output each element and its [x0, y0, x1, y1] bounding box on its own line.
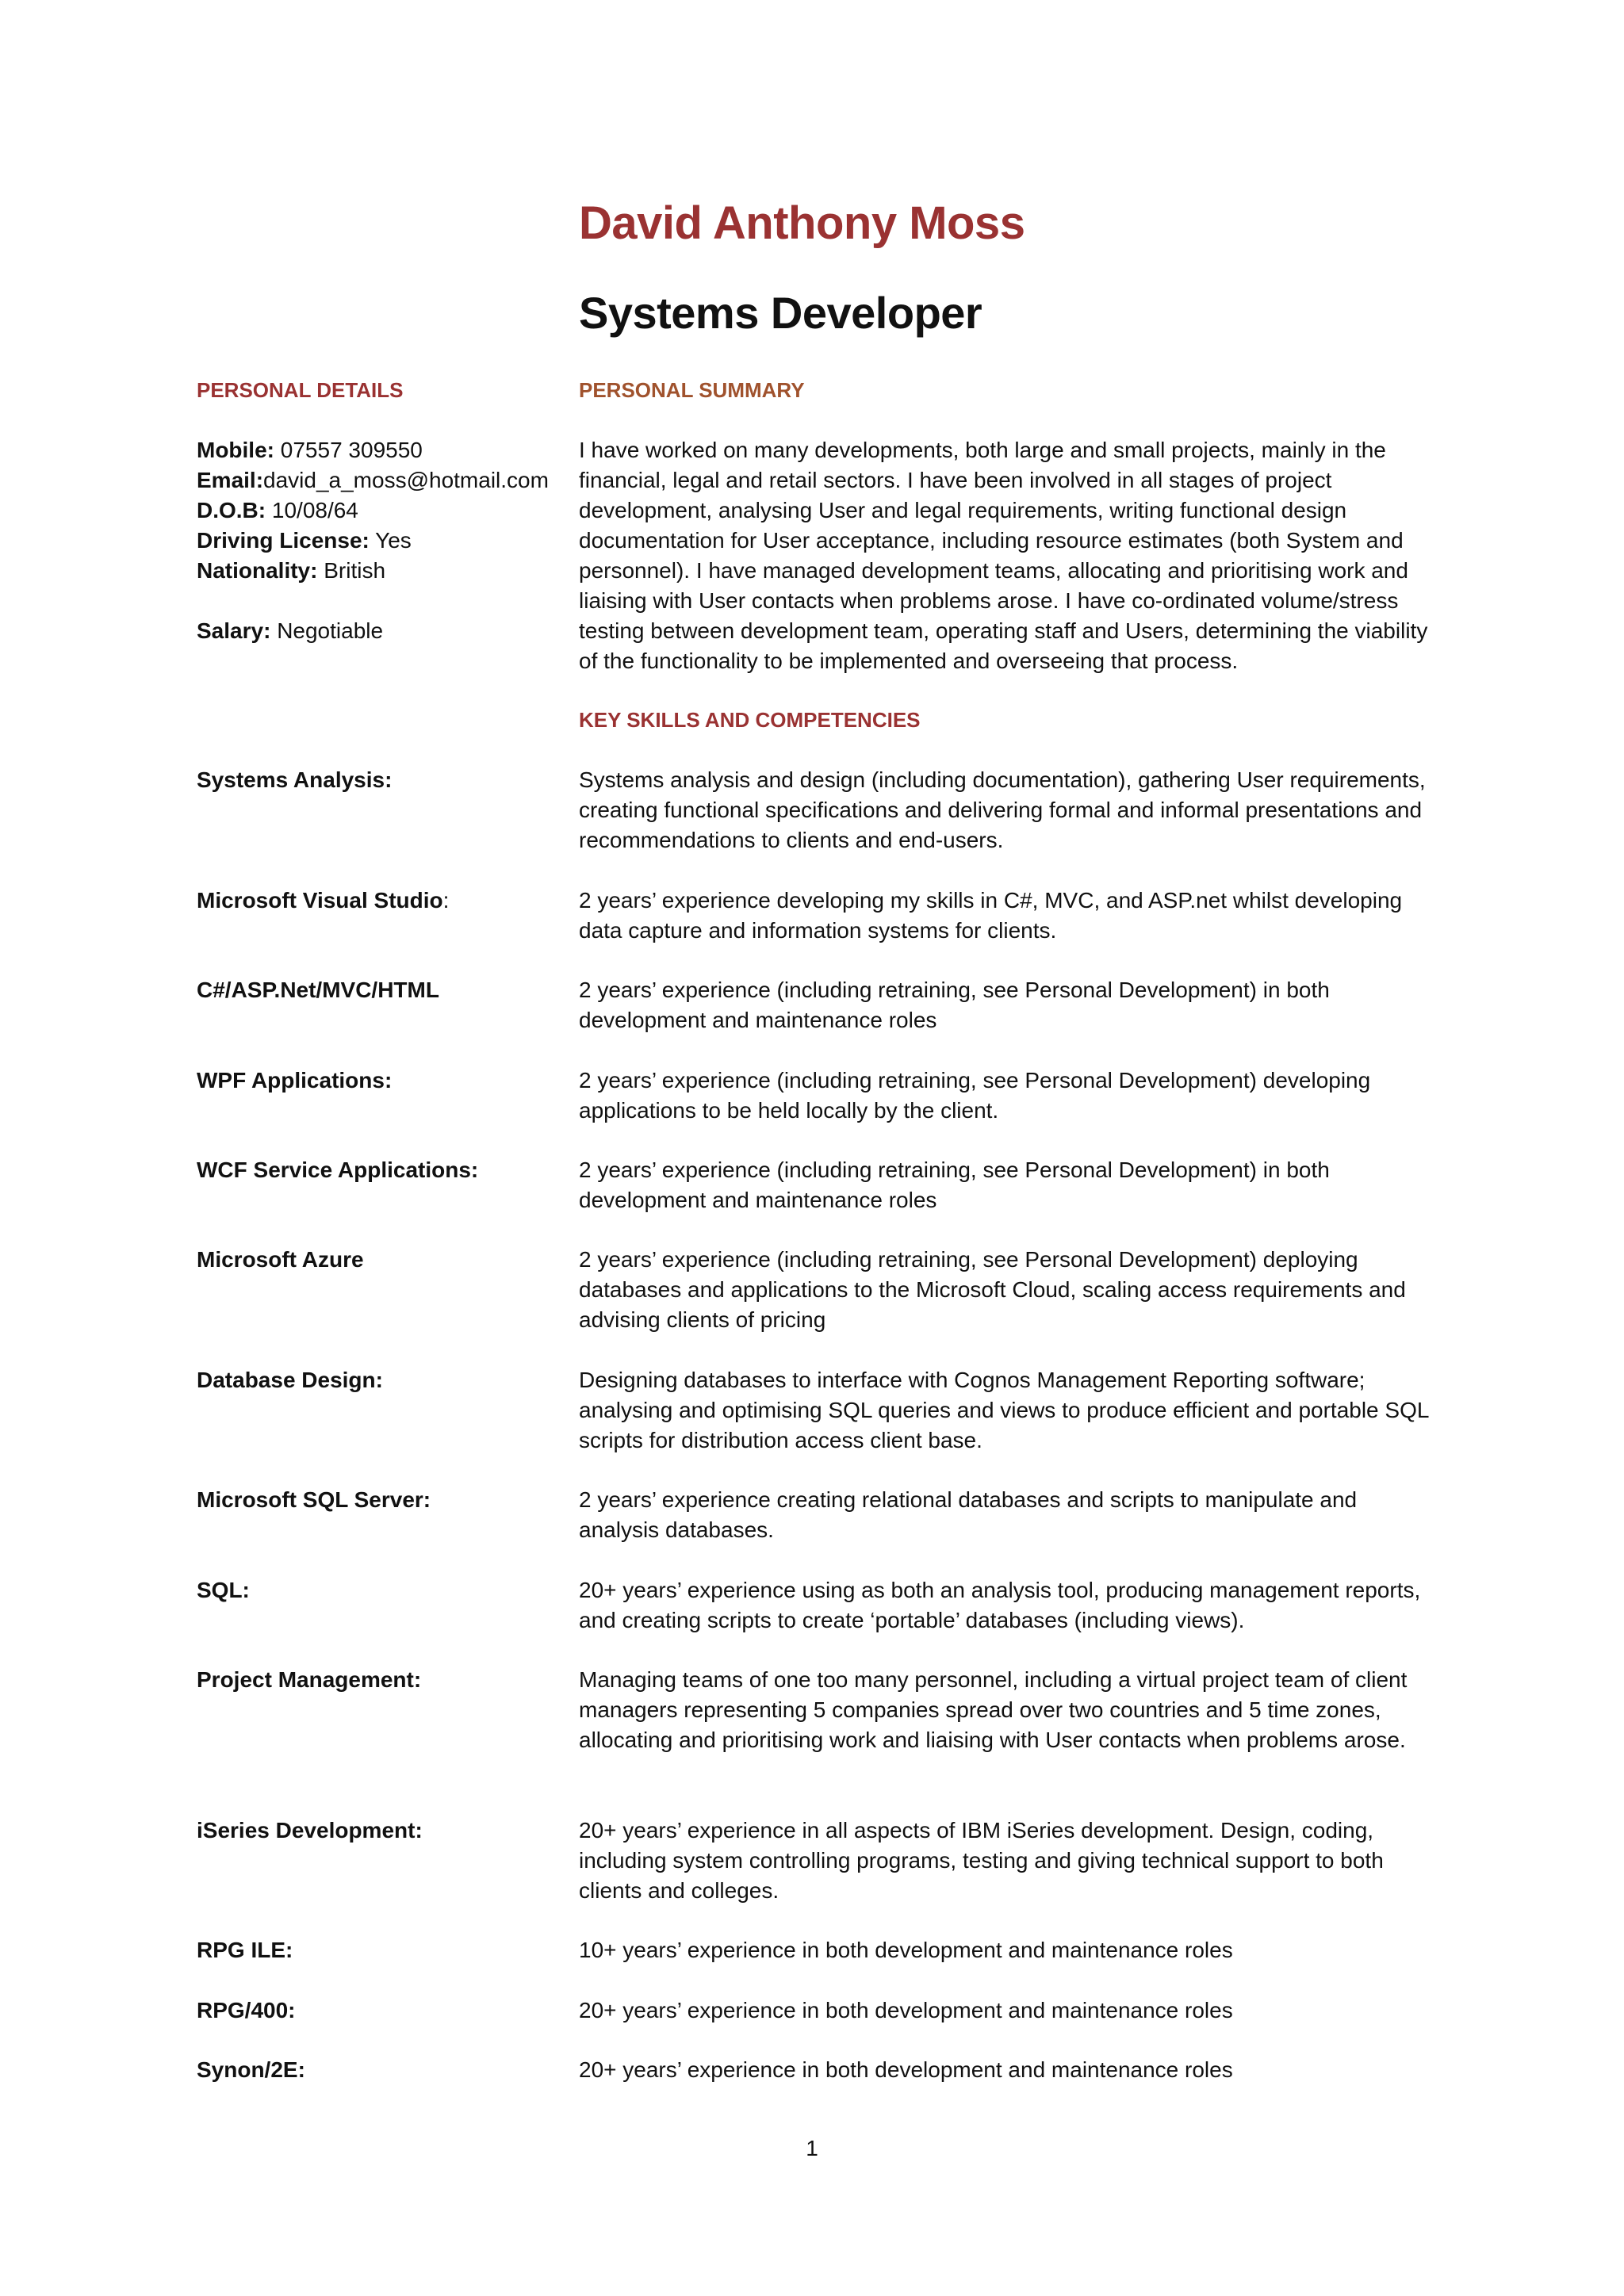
mobile-value: 07557 309550 — [280, 438, 423, 462]
skill-description: 20+ years’ experience in both development and maintenance roles — [579, 1998, 1233, 2022]
skill-label: SQL: — [197, 1578, 250, 1602]
skill-label: Synon/2E: — [197, 2057, 305, 2082]
skill-description: 2 years’ experience (including retraining, see Personal Development) in both development and maintenance roles — [579, 978, 1330, 1032]
skill-description: 2 years’ experience (including retraining, see Personal Development) deploying databases and applications to the Microsoft Cloud, scaling access requirements and advising clients of pricing — [579, 1247, 1406, 1332]
license-row — [197, 526, 561, 556]
dob-label: D.O.B: — [197, 498, 266, 522]
skill-label: Database Design: — [197, 1368, 383, 1392]
personal-summary-text: I have worked on many developments, both large and small projects, mainly in the financial, legal and retail sectors. I have been involved in all stages of project development, analysing User and legal requirements, writing functional design documentation for User acceptance, including resource estimates (both System and personnel). I have managed development teams, allocating and prioritising work and liaising with User contacts when problems arose. I have co-ordinated volume/stress testing between development team, operating staff and Users, determining the viability of the functionality to be implemented and overseeing that process. — [579, 438, 1428, 673]
key-skills-heading: KEY SKILLS AND COMPETENCIES — [579, 708, 921, 732]
email-value: david_a_moss@hotmail.com — [263, 468, 549, 492]
dob-value: 10/08/64 — [271, 498, 358, 522]
skill-label: Microsoft SQL Server: — [197, 1487, 431, 1512]
skill-description: Designing databases to interface with Cognos Management Reporting software; analysing and optimising SQL queries and views to produce efficient and portable SQL scripts for distribution access client base. — [579, 1368, 1429, 1452]
skill-description: 20+ years’ experience in all aspects of IBM iSeries development. Design, coding, including system controlling programs, testing and giving technical support to both clients and colleges. — [579, 1818, 1384, 1903]
spacer — [197, 586, 561, 616]
skill-label: RPG/400: — [197, 1998, 296, 2022]
skill-description: 20+ years’ experience in both development and maintenance roles — [579, 2057, 1233, 2082]
skill-label-suffix: : — [442, 888, 450, 913]
nationality-value: British — [324, 558, 386, 583]
nationality-row — [197, 556, 561, 586]
candidate-name: David Anthony Moss — [579, 197, 1025, 249]
license-value: Yes — [375, 528, 412, 553]
skill-label: iSeries Development: — [197, 1818, 423, 1843]
skill-label: Microsoft Azure — [197, 1247, 364, 1272]
mobile-row — [197, 435, 561, 465]
skill-description: Systems analysis and design (including documentation), gathering User requirements, creating functional specifications and delivering formal and informal presentations and recommendations to clients and end-users. — [579, 767, 1426, 852]
salary-label: Salary: — [197, 618, 271, 643]
skill-description: Managing teams of one too many personnel, including a virtual project team of client managers representing 5 companies spread over two countries and 5 time zones, allocating and prioritising work and liaising with User contacts when problems arose. — [579, 1667, 1408, 1752]
skill-label: C#/ASP.Net/MVC/HTML — [197, 978, 439, 1002]
email-label: Email: — [197, 468, 264, 492]
skill-description: 2 years’ experience (including retraining, see Personal Development) in both development and maintenance roles — [579, 1158, 1330, 1212]
license-label: Driving License: — [197, 528, 370, 553]
salary-row — [197, 616, 561, 646]
skill-description: 2 years’ experience developing my skills in C#, MVC, and ASP.net whilst developing data capture and information systems for clients. — [579, 888, 1403, 943]
salary-value: Negotiable — [277, 618, 384, 643]
nationality-label: Nationality: — [197, 558, 318, 583]
page-number: 1 — [806, 2136, 818, 2160]
skill-label-text: Microsoft Visual Studio — [197, 888, 443, 913]
skill-label: WCF Service Applications: — [197, 1158, 479, 1182]
skill-label: RPG ILE: — [197, 1938, 293, 1962]
dob-row — [197, 496, 561, 526]
skill-label — [197, 886, 561, 916]
skill-description: 2 years’ experience (including retraining, see Personal Development) developing applications to be held locally by the client. — [579, 1068, 1371, 1123]
skill-label: Project Management: — [197, 1667, 422, 1692]
skill-label: WPF Applications: — [197, 1068, 393, 1093]
skill-description: 2 years’ experience creating relational databases and scripts to manipulate and analysis databases. — [579, 1487, 1358, 1542]
personal-details — [197, 435, 561, 646]
skill-label: Systems Analysis: — [197, 767, 393, 792]
personal-details-heading: PERSONAL DETAILS — [197, 378, 404, 402]
skill-description: 20+ years’ experience using as both an analysis tool, producing management reports, and creating scripts to create ‘portable’ databases (including views). — [579, 1578, 1421, 1632]
skill-description: 10+ years’ experience in both development and maintenance roles — [579, 1938, 1233, 1962]
job-title: Systems Developer — [579, 288, 982, 338]
mobile-label: Mobile: — [197, 438, 274, 462]
email-row — [197, 465, 561, 496]
personal-summary-heading: PERSONAL SUMMARY — [579, 378, 805, 402]
